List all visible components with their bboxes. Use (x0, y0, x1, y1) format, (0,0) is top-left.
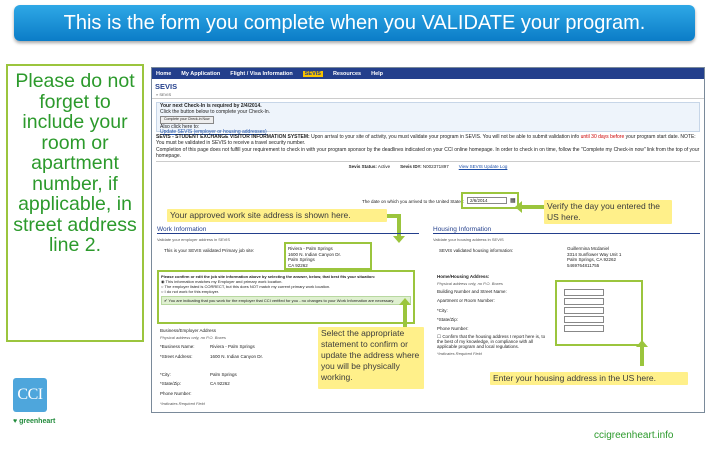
divider (156, 161, 700, 162)
radio-icon[interactable]: ◉ (161, 279, 165, 284)
building-label: Building Number and Street Name: (437, 289, 507, 294)
checkin-button[interactable]: Complete your Check-in Now (160, 116, 214, 124)
visitor-info (156, 135, 700, 159)
business-name-label: *Business Name: (160, 344, 195, 349)
option-not-employer[interactable] (161, 289, 411, 294)
primary-job-line: Palm Springs (288, 257, 315, 262)
arrow-verify-day (520, 205, 544, 209)
breadcrumb[interactable]: » SEVIS (152, 92, 704, 99)
callout-housing-address: Enter your housing address in the US here. (490, 372, 688, 385)
housing-info-heading: Housing Information (433, 226, 700, 234)
housing-line: 3314 Sunflower Way Unit 1 (567, 251, 622, 257)
top-nav (152, 68, 704, 79)
update-sevis-link[interactable]: Update SEVIS (employer or housing addresses) (160, 129, 267, 135)
confirm-title: Please confirm or edit the job site information above by selecting the answer, below, that best fits your situation: (161, 274, 376, 279)
business-name-value: Riviera - Palm Springs (210, 344, 255, 349)
primary-job-line: Riviera - Palm Springs (288, 246, 333, 251)
visitor-paragraph (156, 135, 700, 146)
arrow-verify-day-tip (515, 201, 522, 213)
housing-line: Guillermina Mcdaniel (567, 246, 610, 251)
nav-my-application[interactable]: My Application (181, 70, 221, 77)
city-value: Palm Springs (210, 372, 237, 377)
housing-confirm[interactable] (437, 334, 552, 349)
callout-select-statement: Select the appropriate statement to confirm or update the address where you will be physically working. (318, 327, 424, 389)
breadcrumb-label[interactable]: SEVIS (159, 92, 172, 97)
visitor-text: Upon arrival to your site of activity, you must validate your program in SEVIS. You will not be able to submit validation info (311, 134, 580, 140)
street-address-label: *Street Address: (160, 354, 193, 359)
footer-url: ccigreenheart.info (594, 430, 674, 441)
state-zip-label: *State/Zip: (160, 381, 182, 386)
sevis-id-value: N002371897 (422, 164, 449, 169)
housing-form-note: Physical address only, no P.O. Boxes (437, 281, 503, 286)
view-log-link[interactable]: View SEVIS Update Log (458, 164, 508, 169)
visitor-text-2: your program start date. NOTE: You must be validated in SEVIS to receive a travel security number. (156, 134, 696, 146)
housing-info-subhead: Validate your housing address in SEVIS (433, 237, 504, 242)
radio-icon[interactable]: ○ (161, 289, 164, 294)
housing-phone-input[interactable] (564, 325, 604, 332)
housing-city-input[interactable] (564, 307, 604, 314)
state-zip-value: CA 92262 (210, 381, 230, 386)
checkin-panel (156, 102, 700, 135)
building-input[interactable] (564, 289, 604, 296)
checkin-sub: Click the button below to complete your Check-In. (160, 108, 271, 115)
arrow-housing-tip (636, 340, 648, 347)
work-info-subhead: Validate your employer address in SEVIS (157, 237, 231, 242)
arrow-select-statement-tip (399, 298, 411, 305)
option-label[interactable]: This information matches my Employer and primary work location. (165, 279, 283, 284)
confirm-note-text: You are indicating that you work for the employer that CCI verified for you - no changes to your Work Information are necessary. (168, 298, 395, 303)
apt-input[interactable] (564, 298, 604, 305)
status-value: Active (377, 164, 391, 169)
arrow-work-site-tip (393, 236, 405, 243)
sevis-id: Sevis ID#: N002371897 (400, 164, 449, 169)
calendar-icon[interactable]: ▦ (510, 198, 516, 204)
city-label: *City: (160, 372, 171, 377)
required-note: *Indicates Required Field (160, 401, 205, 406)
housing-state-input[interactable] (564, 316, 604, 323)
visitor-red-text: until 30 days before (580, 134, 625, 140)
arrow-select-statement (403, 304, 407, 327)
housing-phone-label: Phone Number: (437, 326, 469, 331)
heart-icon: ♥ (13, 418, 18, 425)
callout-verify-day: Verify the day you entered the US here. (544, 200, 672, 224)
check-icon: ✔ (164, 298, 168, 303)
checkbox-icon[interactable]: ☐ (437, 334, 442, 339)
primary-job-label: This is your SEVIS validated Primary job site: (164, 248, 255, 253)
housing-line: Palm Springs, CA 92262 (567, 257, 617, 262)
title-banner: This is the form you complete when you VALIDATE your program. (14, 5, 695, 41)
nav-flight-visa[interactable]: Flight / Visa Information (230, 70, 293, 77)
arrival-question: The date on which you arrived to the United States: (362, 199, 465, 204)
nav-sevis[interactable]: SEVIS (304, 70, 321, 77)
housing-city-label: *City: (437, 308, 448, 313)
logo-tagline-text: greenheart (19, 418, 56, 425)
primary-job-highlight (284, 242, 372, 270)
logo-mark: CCI (13, 378, 47, 412)
business-address-note: Physical address only, no P.O. Boxes (160, 335, 226, 340)
primary-job-line: 1600 N. Indian Canyon Dr. (288, 251, 342, 257)
arrival-highlight (461, 192, 519, 209)
nav-help[interactable]: Help (371, 70, 384, 77)
visitor-title: SEVIS - STUDENT EXCHANGE VISITOR INFORMATION SYSTEM: (156, 134, 310, 140)
status-label: Sevis Status: Active (348, 164, 391, 169)
street-address-value: 1600 N. Indian Canyon Dr. (210, 354, 264, 359)
housing-required-note: *Indicates Required Field (437, 351, 482, 356)
housing-confirm-text[interactable]: Confirm that the housing address I report here is, to the best of my knowledge, in compliance with all applicable program and local regulations. (437, 334, 546, 349)
arrival-date-input[interactable]: 2/6/2014 (467, 197, 507, 204)
radio-icon[interactable]: ○ (161, 284, 164, 289)
work-info-heading: Work Information (157, 226, 419, 234)
nav-home[interactable]: Home (156, 70, 172, 77)
housing-line: 5469764811755 (567, 262, 600, 268)
primary-job-line: CA 92262 (288, 262, 308, 268)
logo-tagline (13, 418, 55, 425)
sevis-screenshot (151, 67, 705, 413)
option-label[interactable]: The employer listed is CORRECT, but this does NOT match my current primary work location. (164, 284, 331, 289)
phone-label: Phone Number: (160, 391, 192, 396)
reminder-note: Please do not forget to include your room or apartment number, if applicable, in street address line 2. (6, 64, 144, 342)
business-address-title: Business/Employer Address (160, 328, 217, 333)
housing-validated-label: SEVIS validated housing information: (439, 248, 514, 253)
confirm-note (161, 296, 411, 305)
housing-form-title: Home/Housing Address: (437, 274, 490, 279)
apt-label: Apartment or Room Number: (437, 298, 495, 303)
callout-work-site: Your approved work site address is shown here. (167, 209, 387, 222)
also-text: Also click here to: (160, 123, 200, 130)
cci-logo (13, 378, 56, 434)
housing-state-label: *State/Zip: (437, 317, 459, 322)
arrow-housing (640, 346, 644, 366)
page-title: SEVIS (155, 82, 178, 91)
option-label[interactable]: I do not work for this employer. (164, 289, 220, 294)
housing-validated-value (567, 246, 621, 268)
status-row (152, 164, 704, 169)
confirm-job-box (157, 270, 415, 324)
completion-text: Completion of this page does not fulfill your requirement to check in with your program sponsor by the deadlines indicated on your CCI online homepage. In order to check in on time, follow the "Complete my Check-in now" link from the top of your homepage. (156, 147, 700, 159)
checkin-title: Your next Check-In is required by 2/4/2014. (160, 103, 262, 109)
nav-resources[interactable]: Resources (332, 70, 362, 77)
